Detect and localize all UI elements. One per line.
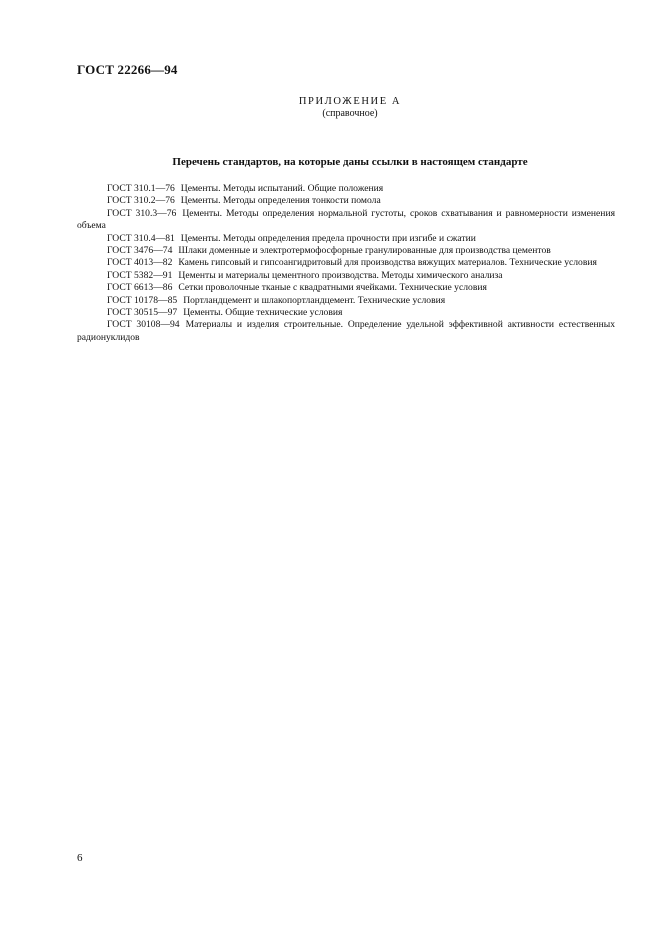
standard-item bbox=[77, 307, 615, 319]
standard-title: Цементы. Общие технические условия bbox=[183, 307, 343, 319]
standard-item bbox=[77, 257, 615, 269]
standard-item bbox=[77, 195, 615, 207]
standard-code: ГОСТ 10178—85 bbox=[107, 294, 178, 306]
standard-title: Цементы. Методы испытаний. Общие положения bbox=[180, 183, 384, 194]
standard-item bbox=[77, 270, 615, 282]
standard-item bbox=[77, 208, 615, 233]
standard-title: Материалы и изделия строительные. Определение удельной эффективной активности естественных радионуклидов bbox=[77, 319, 615, 343]
standard-title: Сетки проволочные тканые с квадратными ячейками. Технические условия bbox=[178, 282, 487, 294]
standard-item bbox=[77, 295, 615, 307]
standard-item bbox=[77, 183, 615, 195]
appendix-subtitle: (справочное) bbox=[322, 108, 378, 119]
appendix-title: ПРИЛОЖЕНИЕ А bbox=[298, 96, 402, 107]
standard-title: Цементы. Методы определения предела прочности при изгибе и сжатии bbox=[180, 232, 476, 244]
standard-title: Цементы. Методы определения тонкости помола bbox=[180, 195, 381, 207]
standard-code: ГОСТ 5382—91 bbox=[107, 269, 173, 281]
standard-title: Цементы. Методы определения нормальной густоты, сроков схватывания и равномерности изменения объема bbox=[77, 207, 615, 232]
standard-item bbox=[77, 319, 615, 344]
standard-item bbox=[77, 282, 615, 294]
standard-title: Шлаки доменные и электротермофосфорные гранулированные для производства цементов bbox=[178, 245, 551, 257]
standard-code: ГОСТ 310.3—76 bbox=[107, 207, 177, 219]
standard-item bbox=[77, 233, 615, 245]
standard-title: Камень гипсовый и гипсоангидритовый для производства вяжущих материалов. Технические условия bbox=[178, 257, 597, 269]
standard-code: ГОСТ 4013—82 bbox=[107, 257, 173, 269]
standard-code: ГОСТ 310.4—81 bbox=[107, 232, 175, 244]
document-code-header: ГОСТ 22266—94 bbox=[77, 62, 178, 77]
standard-code: ГОСТ 30515—97 bbox=[107, 307, 178, 319]
standard-title: Цементы и материалы цементного производства. Методы химического анализа bbox=[178, 269, 503, 281]
referenced-standards-list bbox=[77, 183, 615, 344]
referenced-standards-title: Перечень стандартов, на которые даны ссылки в настоящем стандарте bbox=[172, 156, 528, 168]
standard-item bbox=[77, 245, 615, 257]
standard-code: ГОСТ 310.2—76 bbox=[107, 195, 175, 207]
standard-code: ГОСТ 310.1—76 bbox=[107, 183, 175, 194]
standard-code: ГОСТ 6613—86 bbox=[107, 282, 173, 294]
standard-code: ГОСТ 3476—74 bbox=[107, 245, 173, 257]
standard-title: Портландцемент и шлакопортландцемент. Технические условия bbox=[183, 294, 446, 306]
standard-code: ГОСТ 30108—94 bbox=[107, 319, 180, 331]
page-number: 6 bbox=[77, 852, 83, 864]
